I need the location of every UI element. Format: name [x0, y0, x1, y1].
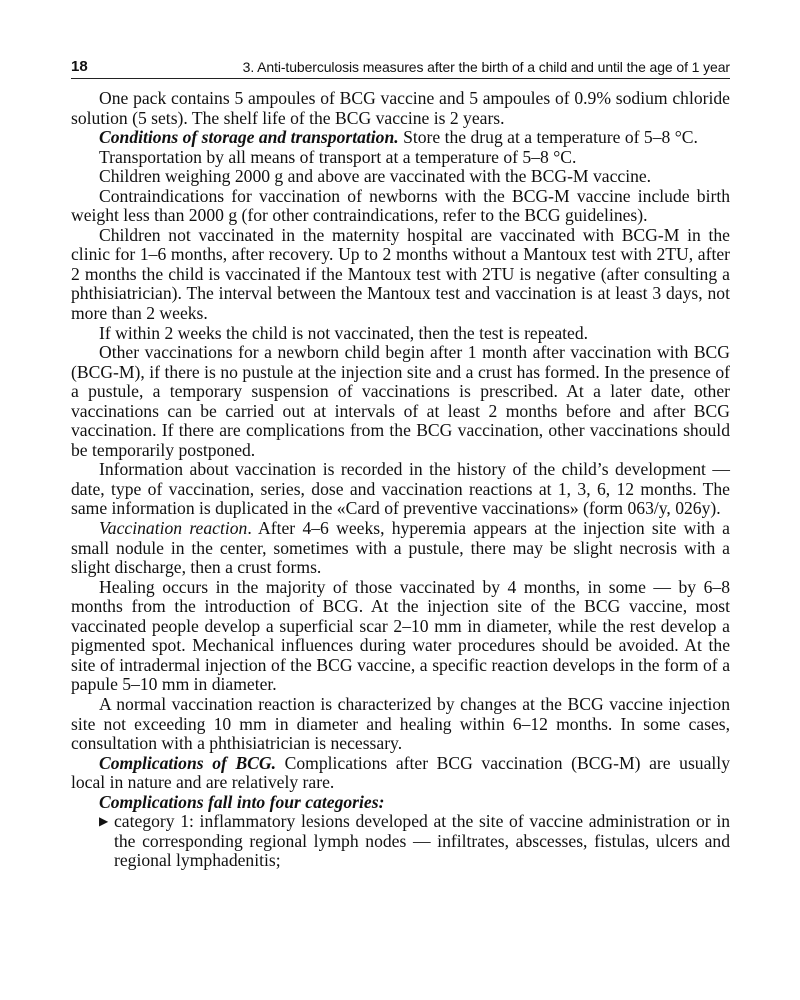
body-text [71, 89, 730, 871]
paragraph-vaccination-reaction: Vaccination reaction. After 4–6 weeks, hyperemia appears at the injection site with a small nodule in the center, sometimes with a pustule, there may be slight necrosis with a slight discharge, then a crust forms. [71, 518, 730, 578]
reaction-heading: Vaccination reaction [99, 518, 248, 539]
paragraph-clinic-vaccination: Children not vaccinated in the maternity hospital are vaccinated with BCG-M in the clinic for 1–6 months, after recovery. Up to 2 months without a Mantoux test with 2TU, after 2 months the child is vaccinated if the Mantoux test with 2TU is negative (after consulting a phthisiatrician). The interval between the Mantoux test and vaccination is at least 3 days, not more than 2 weeks. [71, 224, 730, 324]
paragraph-repeat-test: If within 2 weeks the child is not vaccinated, then the test is repeated. [99, 322, 589, 343]
complication-categories-list [71, 812, 730, 871]
page-number: 18 [71, 58, 88, 75]
paragraph-categories-heading: Complications fall into four categories: [99, 791, 385, 812]
page-header [71, 58, 730, 79]
storage-heading: Conditions of storage and transportation. [99, 127, 399, 148]
paragraph-storage-conditions: Conditions of storage and transportation. Store the drug at a temperature of 5–8 °C. [99, 127, 698, 148]
paragraph-other-vaccinations: Other vaccinations for a newborn child begin after 1 month after vaccination with BCG (BCG-M), if there is no pustule at the injection site and a crust has formed. In the presence of a pustule, a temporary suspension of vaccinations is prescribed. At a later date, other vaccinations can be carried out at intervals of at least 2 months before and after BCG vaccination. If there are complications from the BCG vaccination, other vaccinations should be temporarily postponed. [71, 342, 730, 460]
paragraph-recording: Information about vaccination is recorded in the history of the child’s development — date, type of vaccination, series, dose and vaccination reactions at 1, 3, 6, 12 months. The same information is duplicated in the «Card of preventive vaccinations» (form 063/y, 026y). [71, 459, 730, 519]
paragraph-weight-criterion: Children weighing 2000 g and above are vaccinated with the BCG-M vaccine. [99, 166, 652, 187]
paragraph-transportation: Transportation by all means of transport at a temperature of 5–8 °C. [99, 146, 577, 167]
triangle-bullet-icon: ▶ [99, 814, 109, 829]
paragraph-contraindications: Contraindications for vaccination of newborns with the BCG-M vaccine include birth weight less than 2000 g (for other contraindications, refer to the BCG guidelines). [71, 185, 730, 226]
list-item: ▶ category 1: inflammatory lesions developed at the site of vaccine administration or in the corresponding regional lymph nodes — infiltrates, abscesses, fistulas, ulcers and regional lymphadenitis; [99, 811, 730, 871]
running-title: 3. Anti-tuberculosis measures after the birth of a child and until the age of 1 year [242, 59, 730, 75]
paragraph-normal-reaction: A normal vaccination reaction is characterized by changes at the BCG vaccine injection site not exceeding 10 mm in diameter and healing within 6–12 months. In some cases, consultation with a phthisiatrician is necessary. [71, 693, 730, 754]
paragraph-complications: Complications of BCG. Complications after BCG vaccination (BCG-M) are usually local in nature and are relatively rare. [71, 752, 730, 793]
paragraph-healing: Healing occurs in the majority of those vaccinated by 4 months, in some — by 6–8 months from the introduction of BCG. At the injection site of the BCG vaccine, most vaccinated people develop a superficial scar 2–10 mm in diameter, while the rest develop a pigmented spot. Mechanical influences during water procedures should be avoided. At the site of intradermal injection of the BCG vaccine, a specific reaction develops in the form of a papule 5–10 mm in diameter. [71, 576, 730, 695]
categories-heading: Complications fall into four categories [99, 791, 379, 812]
paragraph-pack-contents: One pack contains 5 ampoules of BCG vaccine and 5 ampoules of 0.9% sodium chloride solution (5 sets). The shelf life of the BCG vaccine is 2 years. [71, 88, 730, 128]
complications-heading: Complications of BCG. [99, 752, 277, 773]
